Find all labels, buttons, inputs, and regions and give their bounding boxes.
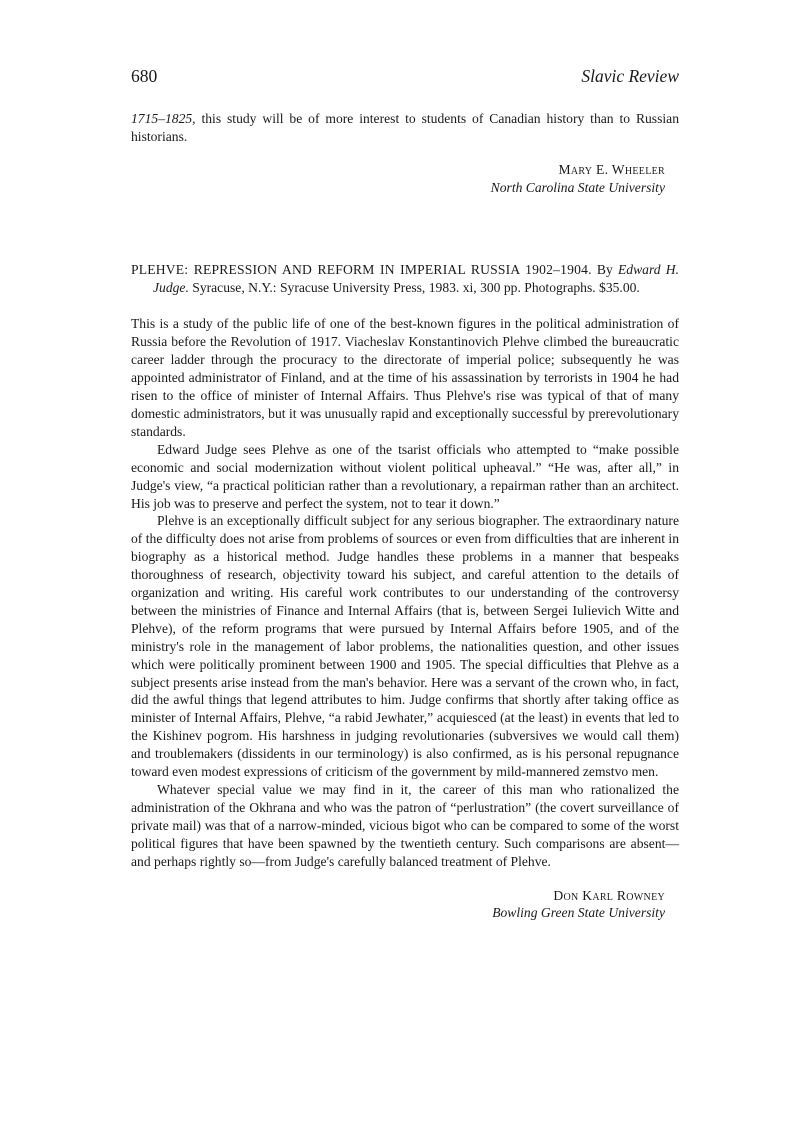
review-paragraph: Edward Judge sees Plehve as one of the tsarist officials who attempted to “make possible economic and social modernization without violent political upheaval.” “He was, after all,” in Judge's view, “a practical politician rather than a revolutionary, a repairman rather than an architect. His job was to preserve and perfect the system, not to tear it down.” <box>131 441 679 511</box>
review-paragraph: Plehve is an exceptionally difficult subject for any serious biographer. The extraordinary nature of the difficulty does not arise from problems of sources or even from difficulties that are inherent in biography as a historical method. Judge handles these problems in a manner that bespeaks thoroughness of research, objectivity toward his subject, and careful attention to the details of organization and writing. His careful work contributes to our understanding of the controversy between the ministries of Finance and Internal Affairs (that is, between Sergei Iulievich Witte and Plehve), of the reform programs that were pursued by Internal Affairs before 1905, and of the ministry's role in the management of labor problems, the nationalities question, and other issues which were politically prominent between 1900 and 1905. The special difficulties that Plehve as a subject presents arise instead from the man's behavior. Here was a servant of the crown who, in fact, did the awful things that legend attributes to him. Judge confirms that shortly after taking office as minister of Internal Affairs, Plehve, “a rabid Jewhater,” acquiesced (at the least) in events that led to the Kishinev pogrom. His harshness in judging revolutionaries (subversives we would call them) and troublemakers (dissidents in our terminology) is also confirmed, as is his personal repugnance toward even modest expressions of criticism of the government by mild-mannered zemstvo men. <box>131 513 679 780</box>
running-head <box>131 66 679 92</box>
previous-reviewer-signature <box>131 161 679 197</box>
reviewer-signature <box>131 887 679 923</box>
reviewer-affiliation: North Carolina State University <box>490 179 665 195</box>
publication-details: Syracuse, N.Y.: Syracuse University Press, 1983. xi, 300 pp. Photographs. $35.00. <box>188 279 640 295</box>
journal-title: Slavic Review <box>581 66 679 86</box>
reviewer-affiliation: Bowling Green State University <box>492 905 665 921</box>
page-number: 680 <box>131 66 158 86</box>
review-heading <box>131 261 679 297</box>
continuation-italic-dates: 1715–1825, <box>131 111 196 126</box>
review-paragraph: This is a study of the public life of one of the best-known figures in the political administration of Russia before the Revolution of 1917. Viacheslav Konstantinovich Plehve climbed the bureaucratic career ladder through the procuracy to the directorate of imperial police; subsequently he was appointed administrator of Finland, and at the time of his assassination by terrorists in 1904 he had risen to the office of minister of Internal Affairs. Thus Plehve's rise was typical of that of many domestic administrators, but it was unusually rapid and exceptionally successful by prerevolutionary standards. <box>131 316 679 439</box>
review-paragraph: Whatever special value we may find in it, the career of this man who rationalized the administration of the Okhrana and who was the patron of “perlustration” (the covert surveillance of private mail) was that of a narrow-minded, vicious bigot who can be compared to some of the worst political figures that have been spawned by the twentieth century. Such comparisons are absent—and perhaps rightly so—from Judge's carefully balanced treatment of Plehve. <box>131 782 679 869</box>
by-label: By <box>591 261 618 277</box>
review-body <box>131 315 679 870</box>
book-author: Edward H. Judge. <box>153 261 679 295</box>
journal-page <box>131 66 679 922</box>
book-title: PLEHVE: REPRESSION AND REFORM IN IMPERIAL RUSSIA 1902–1904. <box>131 261 592 277</box>
continuation-text: this study will be of more interest to students of Canadian history than to Russian historians. <box>131 111 679 144</box>
reviewer-name: Mary E. Wheeler <box>558 161 665 177</box>
reviewer-name: Don Karl Rowney <box>553 887 665 903</box>
previous-review-continuation <box>131 110 679 146</box>
